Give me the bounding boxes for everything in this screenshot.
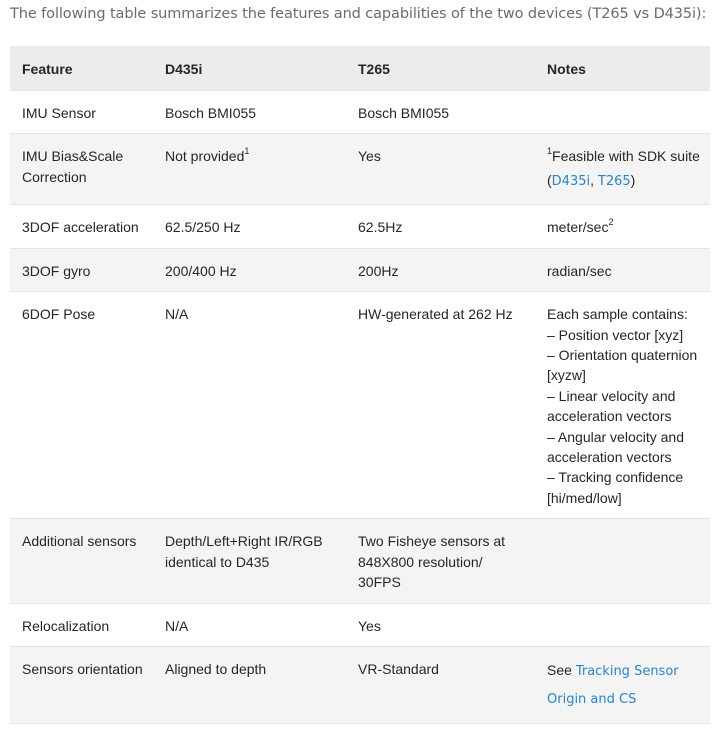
t265-cell: Yes <box>346 134 535 205</box>
feature-cell: 3DOF acceleration <box>10 205 153 248</box>
table-row <box>10 519 710 603</box>
notes-cell <box>535 205 710 248</box>
table-row <box>10 248 710 291</box>
t265-cell: HW-generated at 262 Hz <box>346 292 535 519</box>
notes-cell <box>535 603 710 646</box>
pose-note-line: – Orientation quaternion [xyzw] <box>547 347 698 384</box>
separator: , <box>590 172 598 189</box>
header-feature: Feature <box>10 46 153 91</box>
footnote-marker: 1 <box>244 145 250 156</box>
feature-cell: Additional sensors <box>10 519 153 603</box>
notes-cell <box>535 519 710 603</box>
d435i-cell: Aligned to depth <box>153 646 346 723</box>
notes-text: See <box>547 661 576 678</box>
tracking-sensor-origin-link[interactable]: Tracking Sensor Origin and CS <box>547 663 679 707</box>
feature-cell: IMU Bias&Scale Correction <box>10 134 153 205</box>
pose-note-line: Each sample contains: <box>547 306 688 323</box>
header-notes: Notes <box>535 46 710 91</box>
header-t265: T265 <box>346 46 535 91</box>
d435i-link[interactable]: D435i <box>551 174 591 190</box>
d435i-cell: N/A <box>153 603 346 646</box>
notes-cell <box>535 646 710 723</box>
d435i-cell <box>153 134 346 205</box>
d435i-cell: 200/400 Hz <box>153 248 346 291</box>
comparison-table <box>10 46 710 724</box>
feature-cell: IMU Sensor <box>10 91 153 134</box>
t265-link[interactable]: T265 <box>597 174 631 190</box>
pose-note-line: – Tracking confidence [hi/med/low] <box>547 469 684 506</box>
table-header-row <box>10 46 710 91</box>
intro-text: The following table summarizes the features and capabilities of the two devices (T265 vs D435i): <box>10 6 707 22</box>
notes-text: meter/sec <box>547 219 609 236</box>
cell-text: Not provided <box>165 148 245 165</box>
superscript: 2 <box>608 216 614 227</box>
notes-cell <box>535 292 710 519</box>
t265-cell: Bosch BMI055 <box>346 91 535 134</box>
t265-cell: VR-Standard <box>346 646 535 723</box>
feature-cell: Relocalization <box>10 603 153 646</box>
pose-note-line: – Position vector [xyz] <box>547 326 684 343</box>
table-row <box>10 205 710 248</box>
footnote-marker: 1 <box>547 145 553 156</box>
feature-cell: 3DOF gyro <box>10 248 153 291</box>
pose-note-line: – Angular velocity and acceleration vectors <box>547 428 684 466</box>
notes-cell: radian/sec <box>535 248 710 291</box>
table-row <box>10 91 710 134</box>
t265-cell: 200Hz <box>346 248 535 291</box>
d435i-cell: Bosch BMI055 <box>153 91 346 134</box>
notes-text: Feasible with SDK suite ( <box>547 148 700 189</box>
table-row <box>10 134 710 205</box>
t265-cell: Two Fisheye sensors at 848X800 resolution/ 30FPS <box>346 519 535 603</box>
pose-note-line: – Linear velocity and acceleration vectors <box>547 387 676 425</box>
notes-cell <box>535 134 710 205</box>
feature-cell: Sensors orientation <box>10 646 153 723</box>
d435i-cell: N/A <box>153 292 346 519</box>
table-row <box>10 603 710 646</box>
d435i-cell: Depth/Left+Right IR/RGB identical to D435 <box>153 519 346 603</box>
d435i-cell: 62.5/250 Hz <box>153 205 346 248</box>
feature-cell: 6DOF Pose <box>10 292 153 519</box>
t265-cell: Yes <box>346 603 535 646</box>
header-d435i: D435i <box>153 46 346 91</box>
notes-text: ) <box>630 172 636 189</box>
table-row <box>10 646 710 723</box>
table-row <box>10 292 710 519</box>
t265-cell: 62.5Hz <box>346 205 535 248</box>
notes-cell <box>535 91 710 134</box>
